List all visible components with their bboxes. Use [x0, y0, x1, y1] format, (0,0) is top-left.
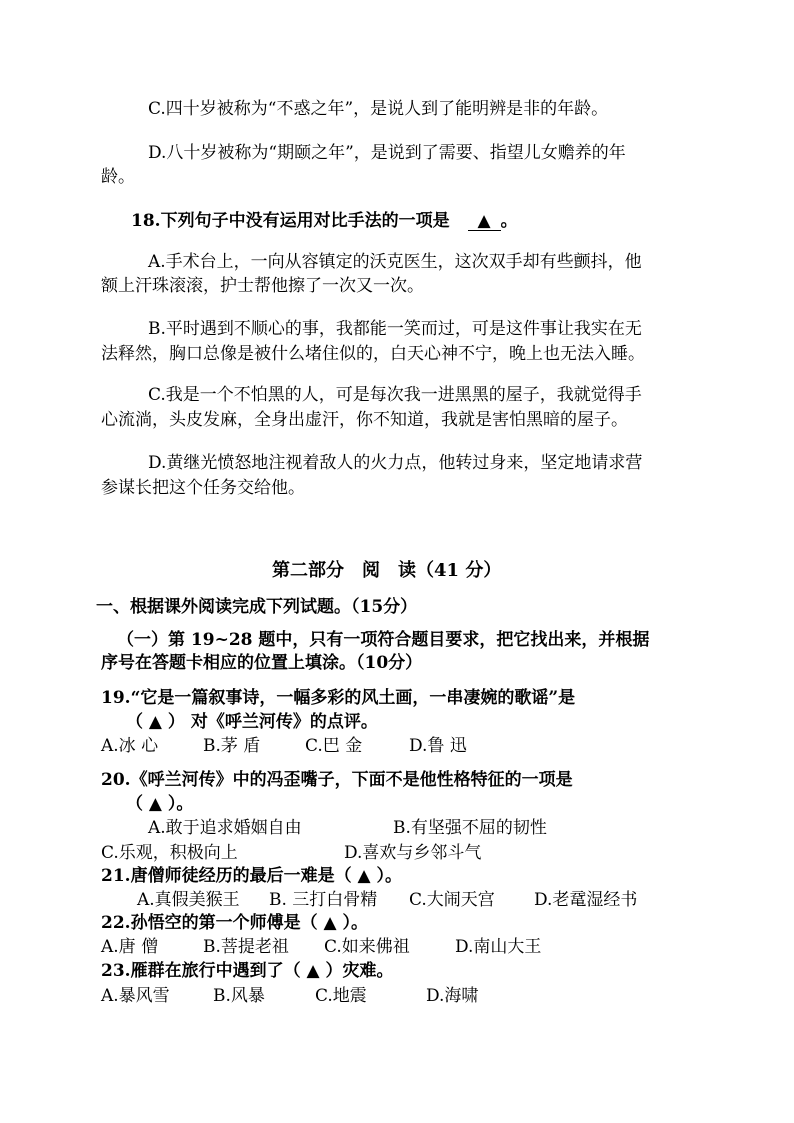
q22-stem: 22.孙悟空的第一个师傅是（ ▲ ）。: [101, 913, 368, 933]
q23-option-b: B.风暴: [213, 986, 265, 1006]
q20-stem-line2: （ ▲ ）。: [126, 794, 194, 814]
q22-option-b: B.菩提老祖: [203, 937, 289, 957]
q18-option-c-line1: C.我是一个不怕黑的人，可是每次我一进黑黑的屋子，我就觉得手: [148, 385, 642, 405]
q17-option-d-line1: D.八十岁被称为“期颐之年”，是说到了需要、指望儿女赡养的年: [148, 143, 626, 163]
q22-option-d: D.南山大王: [455, 937, 542, 957]
q19-option-a: A.冰 心: [101, 736, 159, 756]
section1-heading: 一、根据课外阅读完成下列试题。（15分）: [96, 597, 418, 617]
q21-stem: 21.唐僧师徒经历的最后一难是（ ▲ ）。: [101, 866, 402, 886]
q18-option-b-line1: B.平时遇到不顺心的事，我都能一笑而过，可是这件事让我实在无: [148, 319, 642, 339]
q23-option-d: D.海啸: [426, 986, 479, 1006]
q19-option-c: C.巴 金: [305, 736, 363, 756]
q19-stem-line1: 19.“它是一篇叙事诗，一幅多彩的风土画，一串凄婉的歌谣”是: [101, 688, 576, 708]
q21-option-c: C.大闹天宫: [409, 890, 495, 910]
q23-stem: 23.雁群在旅行中遇到了（ ▲ ）灾难。: [101, 961, 394, 981]
q17-option-c: C.四十岁被称为“不惑之年”，是说人到了能明辨是非的年龄。: [148, 99, 609, 119]
q21-option-d: D.老鼋湿经书: [534, 890, 638, 910]
q18-option-d-line2: 参谋长把这个任务交给他。: [101, 478, 305, 498]
q19-option-b: B.茅 盾: [203, 736, 261, 756]
q23-option-a: A.暴风雪: [101, 986, 170, 1006]
q20-option-c: C.乐观，积极向上: [101, 843, 238, 863]
q20-option-b: B.有坚强不屈的韧性: [393, 818, 547, 838]
q18-blank-marker: ▲: [477, 211, 491, 231]
q20-option-d: D.喜欢与乡邻斗气: [344, 843, 482, 863]
q23-option-c: C.地震: [315, 986, 367, 1006]
q20-option-a: A.敢于追求婚姻自由: [148, 818, 302, 838]
sub1-instruction-line1: （一）第 19~28 题中，只有一项符合题目要求，把它找出来，并根据: [117, 630, 650, 650]
q18-option-d-line1: D.黄继光愤怒地注视着敌人的火力点，他转过身来，坚定地请求营: [148, 453, 643, 473]
q19-stem-line2: （ ▲ ） 对《呼兰河传》的点评。: [126, 712, 378, 732]
q18-answer-blank: [468, 212, 501, 231]
q21-option-a: A.真假美猴王: [137, 890, 240, 910]
q18-option-a-line1: A.手术台上，一向从容镇定的沃克医生，这次双手却有些颤抖，他: [148, 252, 642, 272]
q17-option-d-line2: 龄。: [101, 167, 135, 187]
q18-option-b-line2: 法释然，胸口总像是被什么堵住似的，白天心神不宁，晚上也无法入睡。: [101, 344, 645, 364]
q22-option-c: C.如来佛祖: [324, 937, 410, 957]
q20-stem-line1: 20.《呼兰河传》中的冯歪嘴子，下面不是他性格特征的一项是: [101, 770, 573, 790]
q18-option-c-line2: 心流淌，头皮发麻，全身出虚汗，你不知道，我就是害怕黑暗的屋子。: [101, 410, 628, 430]
q18-stem-suffix: 。: [500, 211, 518, 231]
q22-option-a: A.唐 僧: [101, 937, 159, 957]
part2-title: 第二部分 阅 读（41 分）: [272, 560, 502, 581]
q18-stem: [131, 211, 518, 231]
q18-option-a-line2: 额上汗珠滚滚，护士帮他擦了一次又一次。: [101, 276, 424, 296]
q21-option-b: B. 三打白骨精: [269, 890, 378, 910]
sub1-instruction-line2: 序号在答题卡相应的位置上填涂。（10分）: [101, 653, 423, 673]
q19-option-d: D.鲁 迅: [409, 736, 467, 756]
q18-stem-prefix: 18.下列句子中没有运用对比手法的一项是: [131, 211, 450, 231]
